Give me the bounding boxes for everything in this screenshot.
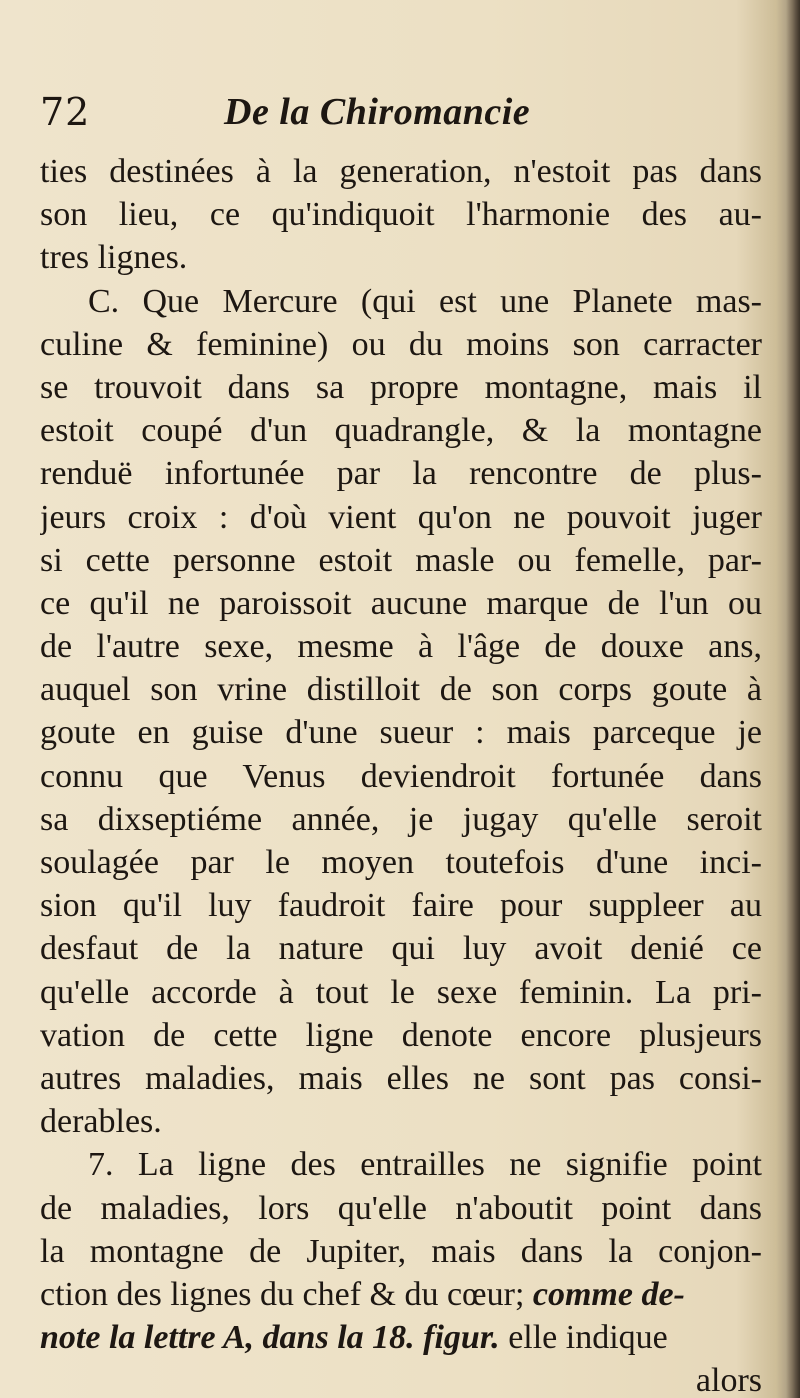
text-line: goute en guise d'une sueur : mais parceque je — [40, 714, 762, 752]
running-title: De la Chiromancie — [224, 91, 531, 133]
text-line: se trouvoit dans sa propre montagne, mais il — [40, 368, 762, 406]
text-line: la montagne de Jupiter, mais dans la conjon- — [40, 1232, 762, 1270]
text-line: derables. — [40, 1103, 162, 1141]
page-header — [40, 86, 740, 138]
text-line: qu'elle accorde à tout le sexe feminin. La pri- — [40, 973, 762, 1011]
text-line: sa dixseptiéme année, je jugay qu'elle seroit — [40, 800, 762, 838]
text-fragment: elle indique — [508, 1319, 668, 1357]
text-line: estoit coupé d'un quadrangle, & la montagne — [40, 412, 762, 450]
body-text — [40, 150, 762, 1398]
text-line: son lieu, ce qu'indiquoit l'harmonie des au- — [40, 196, 762, 234]
text-line: connu que Venus deviendroit fortunée dans — [40, 757, 762, 795]
text-line: autres maladies, mais elles ne sont pas consi- — [40, 1059, 762, 1097]
text-line: desfaut de la nature qui luy avoit denié ce — [40, 930, 762, 968]
page-number: 72 — [40, 90, 91, 134]
text-line: jeurs croix : d'où vient qu'on ne pouvoit juger — [40, 498, 762, 536]
text-line: de maladies, lors qu'elle n'aboutit point dans — [40, 1189, 762, 1227]
page-edge-shadow — [786, 0, 800, 1398]
text-line: sion qu'il luy faudroit faire pour suppleer au — [40, 887, 762, 925]
catchword: alors — [695, 1362, 762, 1398]
text-fragment: ction des lignes du chef & du cœur; — [40, 1275, 525, 1313]
text-line-mixed — [40, 1316, 762, 1359]
figure-reference: note la lettre A, dans la 18. figur. — [40, 1319, 500, 1357]
text-line: soulagée par le moyen toutefois d'une inci- — [40, 844, 762, 881]
text-line-mixed — [40, 1273, 762, 1316]
text-line: de l'autre sexe, mesme à l'âge de douxe ans, — [40, 628, 762, 666]
text-line: ties destinées à la generation, n'estoit pas dans — [40, 153, 762, 190]
text-line: tres lignes. — [40, 239, 188, 277]
text-line: renduë infortunée par la rencontre de plus- — [40, 455, 762, 493]
text-line: culine & feminine) ou du moins son carracter — [40, 325, 762, 363]
figure-reference: comme de- — [532, 1275, 685, 1313]
text-line: si cette personne estoit masle ou femelle, par- — [40, 541, 762, 579]
text-line: auquel son vrine distilloit de son corps goute à — [40, 671, 762, 709]
text-line: vation de cette ligne denote encore plusjeurs — [40, 1016, 762, 1054]
text-line: C. Que Mercure (qui est une Planete mas- — [88, 282, 762, 320]
text-line: 7. La ligne des entrailles ne signifie point — [88, 1146, 762, 1184]
text-line: ce qu'il ne paroissoit aucune marque de l'un ou — [40, 584, 762, 622]
